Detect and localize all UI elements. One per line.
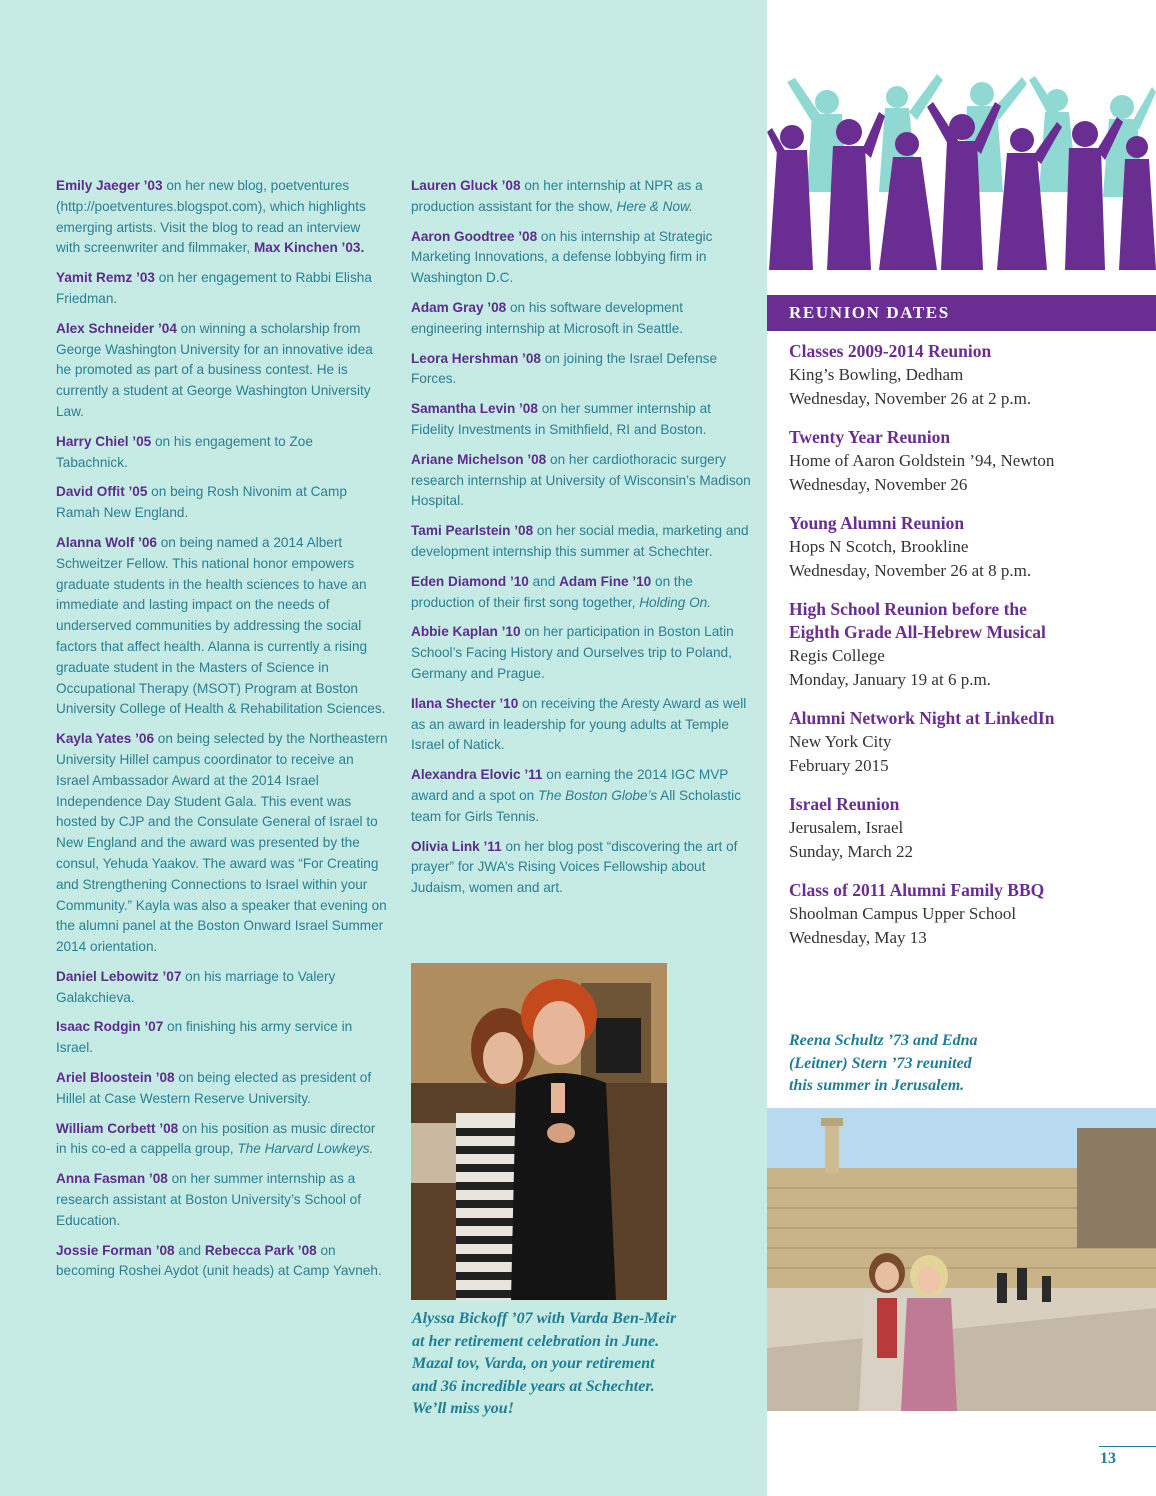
reunion-location: Jerusalem, Israel: [789, 818, 904, 837]
entry-text: on joining the Israel Defense Forces.: [411, 350, 718, 387]
entry-text: on his software development engineering internship at Microsoft in Seattle.: [411, 299, 684, 336]
reunion-location: Hops N Scotch, Brookline: [789, 537, 969, 556]
alumni-name: Aaron Goodtree ’08: [411, 228, 538, 244]
entry-text: on her participation in Boston Latin School’s Facing History and Ourselves trip to Poland, Germany and Prague.: [411, 624, 734, 681]
italic-title: Holding On.: [639, 594, 712, 610]
news-entry: [56, 1119, 388, 1161]
entry-text: on her cardiothoracic surgery research internship at University of Wisconsin’s Madison Hospital.: [411, 451, 751, 509]
caption-line: Reena Schultz ’73 and Edna: [789, 1032, 978, 1049]
entry-text: All Scholastic team for Girls Tennis.: [411, 787, 741, 824]
news-entry: [56, 482, 388, 524]
entry-text: on her summer internship as a research assistant at Boston University’s School of Education.: [56, 1171, 361, 1228]
reunion-date: Wednesday, November 26 at 2 p.m.: [789, 389, 1032, 408]
reunion-location: Home of Aaron Goldstein ’94, Newton: [789, 451, 1055, 470]
caption-line: Mazal tov, Varda, on your retirement: [412, 1355, 655, 1372]
entry-text: on becoming Roshei Aydot (unit heads) at Camp Yavneh.: [56, 1242, 382, 1279]
news-entry: [411, 227, 751, 289]
entry-text: on being elected as president of Hillel at Case Western Reserve University.: [56, 1070, 372, 1106]
reunion-dates-heading: REUNION DATES: [789, 303, 950, 322]
alumni-name: Alex Schneider ’04: [56, 320, 177, 336]
entry-text: on his engagement to Zoe Tabachnick.: [56, 433, 313, 470]
caption-line: Alyssa Bickoff ’07 with Varda Ben-Meir: [412, 1310, 677, 1327]
caption-line: We’ll miss you!: [412, 1400, 514, 1417]
reunion-title: Eighth Grade All-Hebrew Musical: [789, 622, 1046, 642]
entry-text: on his internship at Strategic Marketing Innovations, a defense lobbying firm in Washington D.C.: [411, 228, 713, 286]
alumni-name: Olivia Link ’11: [411, 838, 502, 854]
alumni-name: Ariane Michelson ’08: [411, 451, 547, 467]
alumni-name: William Corbett ’08: [56, 1120, 179, 1136]
news-entry: [411, 765, 751, 827]
entry-text: on finishing his army service in Israel.: [56, 1019, 353, 1056]
news-entry: [411, 349, 751, 391]
reunion-title: Alumni Network Night at LinkedIn: [789, 708, 1055, 728]
entry-text: on her social media, marketing and development internship this summer at Schechter.: [411, 523, 749, 559]
entry-text: on his position as music director in his co-ed a cappella group,: [56, 1120, 376, 1157]
news-entry: [411, 521, 751, 563]
caption-line: this summer in Jerusalem.: [789, 1077, 965, 1094]
reunion-item: [789, 512, 1149, 583]
reunion-location: Shoolman Campus Upper School: [789, 904, 1017, 923]
entry-text: on her new blog, poetventures (http://poetventures.blogspot.com), which highlights emerging artists. Visit the blog to read an interview with screenwriter and filmmaker,: [56, 178, 366, 256]
news-entry: [56, 729, 388, 958]
alumni-name: Kayla Yates ’06: [56, 731, 155, 747]
alumni-name: Max Kinchen ’03.: [253, 240, 365, 256]
entry-text: on her internship at NPR as a production assistant for the show,: [411, 178, 703, 214]
reunion-item: [789, 426, 1149, 497]
alumni-name: Jossie Forman ’08: [56, 1242, 175, 1258]
reunion-item: [789, 879, 1149, 950]
alumni-name: Tami Pearlstein ’08: [411, 523, 534, 539]
entry-text: on earning the 2014 IGC MVP award and a spot on: [411, 767, 729, 803]
alumni-name: Yamit Remz ’03: [56, 270, 155, 286]
news-entry: [411, 694, 751, 756]
reunion-item: [789, 598, 1149, 692]
alumni-name: Harry Chiel ’05: [56, 433, 152, 449]
news-entry: [56, 533, 388, 720]
italic-title: The Boston Globe’s: [537, 787, 658, 803]
caption-line: and 36 incredible years at Schechter.: [412, 1377, 655, 1395]
reunion-title: Class of 2011 Alumni Family BBQ: [789, 880, 1045, 900]
reunion-date: Sunday, March 22: [789, 842, 914, 861]
news-entry: [56, 1169, 388, 1231]
entry-text: on receiving the Aresty Award as well as an award in leadership for young adults at Temple Israel of Natick.: [411, 695, 747, 753]
news-entry: [56, 967, 388, 1009]
news-entry: [56, 268, 388, 310]
alumni-name: Eden Diamond ’10: [411, 573, 529, 589]
reunion-location: Regis College: [789, 646, 885, 665]
reunion-item: [789, 340, 1149, 411]
news-entry: [56, 176, 388, 259]
alumni-name: Anna Fasman ’08: [56, 1171, 168, 1187]
news-entry: [56, 1017, 388, 1059]
reunion-date: Wednesday, November 26 at 8 p.m.: [789, 561, 1032, 580]
reunion-location: King’s Bowling, Dedham: [789, 365, 964, 384]
reunion-item: [789, 793, 1149, 864]
alumni-name: Leora Hershman ’08: [411, 350, 541, 366]
entry-text: on being Rosh Nivonim at Camp Ramah New England.: [56, 484, 347, 521]
news-entry: [56, 1241, 388, 1283]
celebration-silhouettes-image: [767, 72, 1156, 270]
reunion-title: High School Reunion before the: [789, 599, 1027, 619]
news-entry: [411, 298, 751, 340]
retirement-photo: [411, 963, 667, 1300]
news-entry: [411, 837, 751, 899]
alumni-name: Ilana Shecter ’10: [411, 695, 519, 711]
entry-text: on her engagement to Rabbi Elisha Friedman.: [56, 270, 372, 306]
retirement-photo-caption: [412, 1308, 732, 1421]
news-column-1: [56, 176, 388, 1291]
reunion-title: Israel Reunion: [789, 794, 900, 814]
news-entry: [56, 432, 388, 474]
alumni-name: Adam Gray ’08: [411, 299, 507, 315]
news-entry: [56, 319, 388, 423]
alumni-name: David Offit ’05: [56, 484, 148, 500]
alumni-name: Isaac Rodgin ’07: [56, 1019, 164, 1035]
alumni-name: Alanna Wolf ’06: [56, 534, 157, 550]
caption-line: at her retirement celebration in June.: [412, 1332, 660, 1350]
reunion-date: Wednesday, May 13: [789, 928, 927, 947]
entry-text: on his marriage to Valery Galakchieva.: [56, 968, 336, 1005]
alumni-name: Adam Fine ’10: [559, 573, 652, 589]
caption-line: (Leitner) Stern ’73 reunited: [789, 1054, 972, 1072]
reunion-date: February 2015: [789, 756, 889, 775]
entry-text: on being selected by the Northeastern University Hillel campus coordinator to receive an Israel Ambassador Award at the 2014 Israel Independence Day Student Gala. This event was hosted by CJP and the Consulate General of Israel to New England and the award was presented by the consul, Yehuda Yaakov. The award was “For Creating and Strengthening Connections to Israel within your Community.” Kayla was also a speaker that evening on the alumni panel at the Boston Onward Israel Summer 2014 orientation.: [56, 731, 388, 955]
reunion-title: Twenty Year Reunion: [789, 427, 951, 447]
news-entry: [411, 450, 751, 512]
page-number: 13: [1100, 1450, 1116, 1467]
entry-text: and: [528, 573, 560, 589]
reunion-title: Classes 2009-2014 Reunion: [789, 341, 992, 361]
entry-text: on being named a 2014 Albert Schweitzer Fellow. This national honor empowers graduate students in the health sciences to have an immediate and lasting impact on the needs of underserved communities by addressing the social factors that affect health. Alanna is currently a rising graduate student in the Masters of Science in Occupational Therapy (MSOT) Program at Boston University College of Health & Rehabilitation Sciences.: [56, 534, 386, 717]
alumni-name: Samantha Levin ’08: [411, 401, 538, 417]
reunion-list: [789, 340, 1149, 965]
alumni-name: Ariel Bloostein ’08: [56, 1070, 175, 1086]
alumni-name: Abbie Kaplan ’10: [411, 624, 521, 640]
alumni-name: Daniel Lebowitz ’07: [56, 968, 182, 984]
page-number-rule: [1099, 1446, 1156, 1447]
reunion-dates-bar: [767, 295, 1156, 331]
reunion-date: Wednesday, November 26: [789, 475, 968, 494]
entry-text: on her summer internship at Fidelity Investments in Smithfield, RI and Boston.: [411, 401, 711, 437]
news-entry: [411, 572, 751, 614]
italic-title: The Harvard Lowkeys.: [237, 1141, 374, 1157]
entry-text: on the production of their first song together,: [411, 573, 693, 610]
news-column-2: [411, 176, 751, 908]
jerusalem-photo-caption: [789, 1030, 1029, 1098]
reunion-title: Young Alumni Reunion: [789, 513, 965, 533]
reunion-location: New York City: [789, 732, 892, 751]
news-entry: [411, 622, 751, 684]
news-entry: [411, 399, 751, 441]
alumni-name: Rebecca Park ’08: [204, 1242, 317, 1258]
news-entry: [411, 176, 751, 218]
entry-text: on winning a scholarship from George Washington University for an innovative idea he promoted as part of a business contest. He is currently a student at George Washington University Law.: [56, 320, 373, 419]
reunion-item: [789, 707, 1149, 778]
alumni-name: Emily Jaeger ’03: [56, 178, 163, 193]
western-wall-photo: [767, 1108, 1156, 1411]
alumni-name: Lauren Gluck ’08: [411, 178, 521, 193]
entry-text: on her blog post “discovering the art of prayer” for JWA’s Rising Voices Fellowship about Judaism, women and art.: [411, 838, 738, 896]
news-entry: [56, 1068, 388, 1110]
reunion-date: Monday, January 19 at 6 p.m.: [789, 670, 991, 689]
entry-text: and: [174, 1242, 205, 1258]
alumni-name: Alexandra Elovic ’11: [411, 767, 543, 783]
italic-title: Here & Now.: [616, 198, 693, 214]
